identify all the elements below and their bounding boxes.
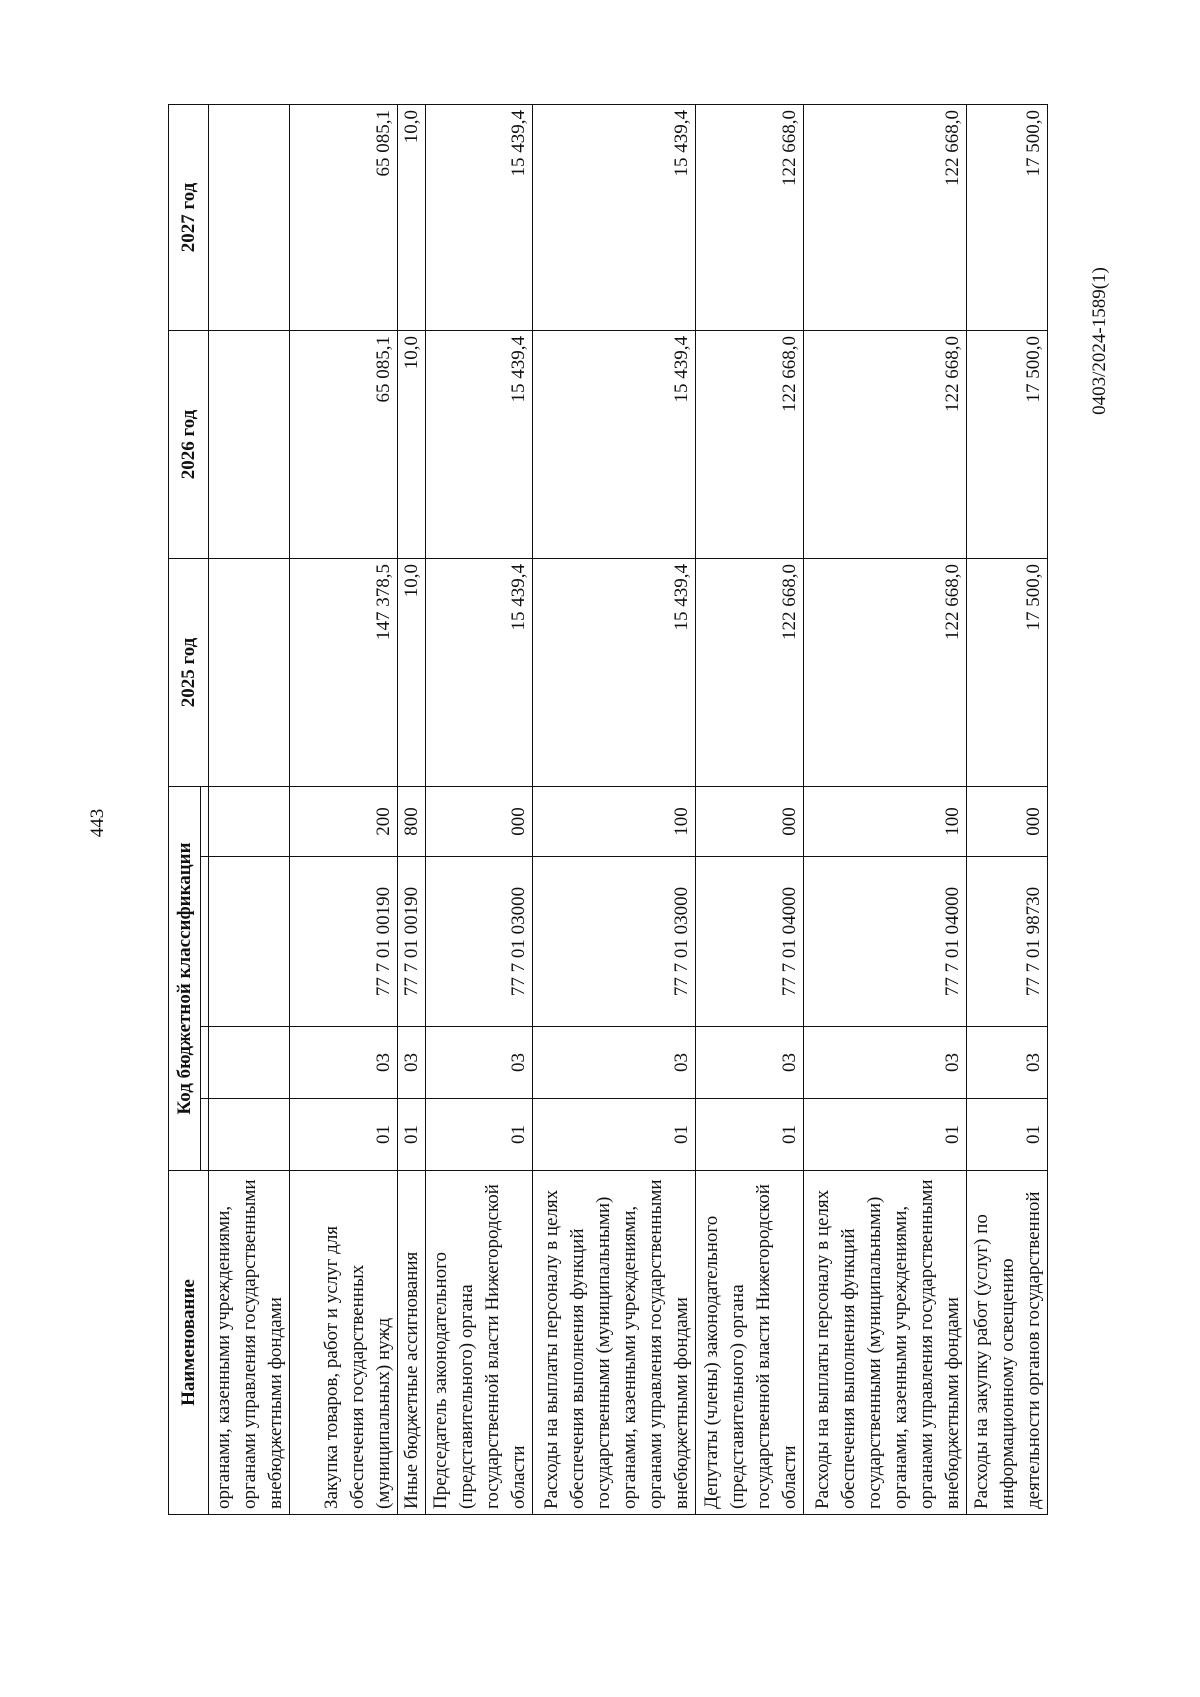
code-section <box>209 1099 290 1171</box>
code-target: 77 7 01 98730 <box>966 857 1047 1027</box>
row-name: Расходы на закупку работ (услуг) по информационному освещению деятельности органов государственной <box>966 1171 1047 1515</box>
code-section: 01 <box>803 1099 966 1171</box>
header-name: Наименование <box>169 1171 209 1515</box>
code-target: 77 7 01 00190 <box>398 857 425 1027</box>
header-code-type <box>201 786 209 856</box>
page-number: 443 <box>87 808 108 838</box>
code-type: 000 <box>425 786 533 856</box>
header-code-subsection <box>201 1027 209 1099</box>
value-2026: 10,0 <box>398 330 425 558</box>
code-target: 77 7 01 03000 <box>425 857 533 1027</box>
value-2025: 122 668,0 <box>803 558 966 786</box>
table-row <box>209 104 290 1514</box>
header-2026: 2026 год <box>169 330 209 558</box>
value-2026: 17 500,0 <box>966 330 1047 558</box>
code-subsection: 03 <box>533 1027 696 1099</box>
value-2025: 10,0 <box>398 558 425 786</box>
code-subsection: 03 <box>696 1027 804 1099</box>
header-code-section <box>201 1099 209 1171</box>
value-2025: 147 378,5 <box>290 558 398 786</box>
code-target: 77 7 01 00190 <box>290 857 398 1027</box>
header-code: Код бюджетной классификации <box>169 786 201 1170</box>
value-2026 <box>209 330 290 558</box>
value-2026: 122 668,0 <box>696 330 804 558</box>
value-2025: 17 500,0 <box>966 558 1047 786</box>
value-2027: 65 085,1 <box>290 104 398 330</box>
code-type: 000 <box>696 786 804 856</box>
row-name: Расходы на выплаты персоналу в целях обеспечения выполнения функций государственными (муниципальными) органами, казенными учреждениями, органами управления государственными внебюджетными фондами <box>533 1171 696 1515</box>
code-subsection: 03 <box>398 1027 425 1099</box>
code-subsection: 03 <box>966 1027 1047 1099</box>
code-type: 800 <box>398 786 425 856</box>
code-section: 01 <box>425 1099 533 1171</box>
value-2026: 15 439,4 <box>533 330 696 558</box>
code-subsection: 03 <box>290 1027 398 1099</box>
value-2027: 122 668,0 <box>696 104 804 330</box>
code-type: 100 <box>533 786 696 856</box>
code-target: 77 7 01 04000 <box>696 857 804 1027</box>
value-2027 <box>209 104 290 330</box>
row-name: Председатель законодательного (представительного) органа государственной власти Нижегородской области <box>425 1171 533 1515</box>
table-row <box>533 104 696 1514</box>
value-2027: 15 439,4 <box>425 104 533 330</box>
row-name: Иные бюджетные ассигнования <box>398 1171 425 1515</box>
row-name: органами, казенными учреждениями, органами управления государственными внебюджетными фондами <box>209 1171 290 1515</box>
code-type: 100 <box>803 786 966 856</box>
value-2026: 122 668,0 <box>803 330 966 558</box>
row-name: Закупка товаров, работ и услуг для обеспечения государственных (муниципальных) нужд <box>290 1171 398 1515</box>
table-row <box>425 104 533 1514</box>
value-2026: 65 085,1 <box>290 330 398 558</box>
value-2027: 10,0 <box>398 104 425 330</box>
header-code-target <box>201 857 209 1027</box>
budget-table-container <box>168 105 1048 1515</box>
value-2026: 15 439,4 <box>425 330 533 558</box>
code-subsection <box>209 1027 290 1099</box>
table-row <box>290 104 398 1514</box>
code-section: 01 <box>966 1099 1047 1171</box>
code-type <box>209 786 290 856</box>
value-2025: 15 439,4 <box>533 558 696 786</box>
row-name: Расходы на выплаты персоналу в целях обеспечения выполнения функций государственными (муниципальными) органами, казенными учреждениями, органами управления государственными внебюджетными фондами <box>803 1171 966 1515</box>
code-section: 01 <box>696 1099 804 1171</box>
table-row <box>966 104 1047 1514</box>
code-target: 77 7 01 03000 <box>533 857 696 1027</box>
header-2027: 2027 год <box>169 104 209 330</box>
value-2027: 15 439,4 <box>533 104 696 330</box>
value-2027: 122 668,0 <box>803 104 966 330</box>
value-2025 <box>209 558 290 786</box>
value-2025: 15 439,4 <box>425 558 533 786</box>
code-section: 01 <box>398 1099 425 1171</box>
code-subsection: 03 <box>425 1027 533 1099</box>
row-name: Депутаты (члены) законодательного (представительного) органа государственной власти Нижегородской области <box>696 1171 804 1515</box>
value-2025: 122 668,0 <box>696 558 804 786</box>
table-row <box>696 104 804 1514</box>
code-target: 77 7 01 04000 <box>803 857 966 1027</box>
code-section: 01 <box>290 1099 398 1171</box>
table-row <box>398 104 425 1514</box>
code-type: 200 <box>290 786 398 856</box>
document-code: 0403/2024-1589(1) <box>1089 267 1110 415</box>
code-type: 000 <box>966 786 1047 856</box>
budget-table <box>168 104 1048 1515</box>
table-row <box>803 104 966 1514</box>
value-2027: 17 500,0 <box>966 104 1047 330</box>
code-subsection: 03 <box>803 1027 966 1099</box>
code-section: 01 <box>533 1099 696 1171</box>
header-2025: 2025 год <box>169 558 209 786</box>
code-target <box>209 857 290 1027</box>
